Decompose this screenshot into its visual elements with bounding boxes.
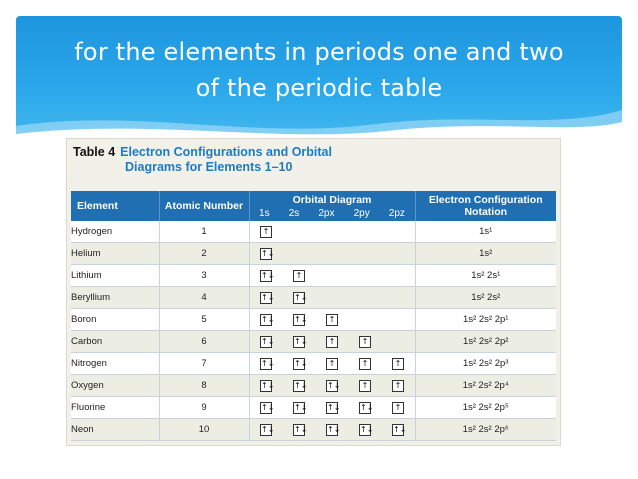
element-name-cell: Carbon	[71, 331, 159, 353]
orbital-slot	[324, 424, 340, 436]
orbital-box: ↑	[359, 380, 371, 392]
table-row	[71, 265, 556, 287]
table-row	[71, 397, 556, 419]
header-config-line-1: Electron Configuration	[428, 194, 543, 206]
table-caption-line-1: Electron Configurations and Orbital	[120, 145, 332, 159]
orbital-slot	[291, 292, 307, 304]
orbital-box-row	[250, 309, 415, 330]
orbital-label: 1s	[259, 207, 270, 219]
orbital-label: 2px	[318, 207, 335, 219]
orbital-slot	[258, 424, 274, 436]
orbital-box: ↑↓	[261, 336, 275, 346]
orbital-box: ↑↓	[294, 380, 308, 390]
table-caption	[73, 145, 473, 175]
orbital-label: 2py	[353, 207, 370, 219]
orbital-diagram-cell	[249, 331, 415, 353]
atomic-number-cell: 10	[159, 419, 249, 441]
orbital-slot	[291, 380, 307, 392]
orbital-slot	[258, 248, 274, 260]
atomic-number-cell: 9	[159, 397, 249, 419]
table-number: Table 4	[73, 145, 116, 159]
orbital-box: ↑↓	[261, 248, 275, 258]
header-element: Element	[71, 191, 159, 221]
orbital-box: ↑↓	[327, 380, 341, 390]
orbital-box: ↑↓	[261, 292, 275, 302]
orbital-box: ↑↓	[261, 380, 275, 390]
orbital-slot	[258, 336, 274, 348]
table-row	[71, 309, 556, 331]
orbital-box: ↑↓	[261, 402, 275, 412]
orbital-slot	[258, 380, 274, 392]
orbital-diagram-cell	[249, 221, 415, 243]
orbital-slot	[324, 402, 340, 414]
orbital-slot	[324, 358, 340, 370]
orbital-diagram-cell	[249, 287, 415, 309]
orbital-box-row	[250, 375, 415, 396]
orbital-box: ↑	[260, 226, 272, 238]
atomic-number-cell: 8	[159, 375, 249, 397]
atomic-number-cell: 2	[159, 243, 249, 265]
orbital-slot	[258, 292, 274, 304]
orbital-slot	[291, 358, 307, 370]
orbital-slot	[390, 402, 406, 414]
header-electron-configuration	[415, 191, 556, 221]
orbital-slot	[324, 314, 340, 326]
orbital-diagram-cell	[249, 309, 415, 331]
orbital-diagram-cell	[249, 375, 415, 397]
orbital-label: 2pz	[388, 207, 405, 219]
orbital-box: ↑	[326, 314, 338, 326]
orbital-box-row	[250, 287, 415, 308]
slide-header	[16, 16, 622, 140]
orbital-box-row	[250, 243, 415, 264]
slide-title	[16, 34, 622, 106]
orbital-slot	[357, 424, 373, 436]
orbital-diagram-cell	[249, 353, 415, 375]
element-name-cell: Hydrogen	[71, 221, 159, 243]
element-name-cell: Fluorine	[71, 397, 159, 419]
configuration-notation-cell: 1s² 2s² 2p²	[415, 331, 556, 353]
atomic-number-cell: 4	[159, 287, 249, 309]
orbital-box: ↑↓	[360, 402, 374, 412]
table-row	[71, 221, 556, 243]
element-name-cell: Lithium	[71, 265, 159, 287]
orbital-slot	[357, 336, 373, 348]
orbital-slot	[291, 314, 307, 326]
atomic-number-cell: 1	[159, 221, 249, 243]
table-row	[71, 331, 556, 353]
orbital-slot	[258, 226, 274, 238]
orbital-slot	[357, 402, 373, 414]
configuration-notation-cell: 1s² 2s² 2p⁵	[415, 397, 556, 419]
orbital-box: ↑	[326, 336, 338, 348]
header-orbital-diagram-title: Orbital Diagram	[292, 193, 372, 206]
orbital-slot	[357, 380, 373, 392]
header-config-line-2: Notation	[464, 206, 508, 218]
atomic-number-cell: 7	[159, 353, 249, 375]
orbital-slot	[390, 380, 406, 392]
element-name-cell: Beryllium	[71, 287, 159, 309]
orbital-diagram-cell	[249, 419, 415, 441]
orbital-slot	[291, 270, 307, 282]
configuration-notation-cell: 1s¹	[415, 221, 556, 243]
atomic-number-cell: 5	[159, 309, 249, 331]
atomic-number-cell: 6	[159, 331, 249, 353]
orbital-diagram-cell	[249, 265, 415, 287]
orbital-box: ↑↓	[261, 270, 275, 280]
element-name-cell: Neon	[71, 419, 159, 441]
table-row	[71, 375, 556, 397]
table-row	[71, 353, 556, 375]
orbital-box: ↑	[359, 358, 371, 370]
orbital-box: ↑	[392, 402, 404, 414]
orbital-slot	[324, 380, 340, 392]
atomic-number-cell: 3	[159, 265, 249, 287]
slide-title-line-2: of the periodic table	[195, 74, 443, 102]
orbital-slot	[291, 402, 307, 414]
element-name-cell: Oxygen	[71, 375, 159, 397]
orbital-box: ↑↓	[261, 358, 275, 368]
orbital-slot	[258, 314, 274, 326]
configuration-notation-cell: 1s² 2s²	[415, 287, 556, 309]
orbital-box-row	[250, 397, 415, 418]
orbital-box-row	[250, 221, 415, 242]
configuration-notation-cell: 1s²	[415, 243, 556, 265]
table-caption-line-2: Diagrams for Elements 1–10	[125, 160, 293, 174]
orbital-box: ↑↓	[261, 314, 275, 324]
element-name-cell: Nitrogen	[71, 353, 159, 375]
configuration-notation-cell: 1s² 2s² 2p⁴	[415, 375, 556, 397]
configuration-notation-cell: 1s² 2s² 2p¹	[415, 309, 556, 331]
orbital-box: ↑↓	[294, 402, 308, 412]
orbital-slot	[258, 358, 274, 370]
orbital-box: ↑↓	[294, 424, 308, 434]
orbital-box: ↑↓	[261, 424, 275, 434]
orbital-box-row	[250, 331, 415, 352]
orbital-box: ↑↓	[393, 424, 407, 434]
slide-title-line-1: for the elements in periods one and two	[74, 38, 564, 66]
configuration-notation-cell: 1s² 2s¹	[415, 265, 556, 287]
orbital-box-row	[250, 419, 415, 440]
orbital-box: ↑↓	[294, 314, 308, 324]
orbital-box-row	[250, 265, 415, 286]
orbital-box: ↑	[326, 358, 338, 370]
orbital-labels	[250, 208, 415, 219]
element-name-cell: Helium	[71, 243, 159, 265]
table-header-row	[71, 191, 556, 221]
header-atomic-number: Atomic Number	[159, 191, 249, 221]
orbital-slot	[291, 424, 307, 436]
orbital-box: ↑↓	[360, 424, 374, 434]
orbital-slot	[291, 336, 307, 348]
table-figure	[66, 138, 561, 446]
orbital-box: ↑↓	[327, 402, 341, 412]
orbital-slot	[258, 402, 274, 414]
orbital-slot	[258, 270, 274, 282]
orbital-box: ↑	[359, 336, 371, 348]
orbital-box: ↑↓	[294, 358, 308, 368]
table-row	[71, 243, 556, 265]
orbital-box: ↑	[392, 358, 404, 370]
header-wave-decoration	[16, 100, 622, 140]
orbital-box: ↑	[293, 270, 305, 282]
orbital-diagram-cell	[249, 397, 415, 419]
orbital-box: ↑↓	[327, 424, 341, 434]
table-body	[71, 221, 556, 441]
orbital-slot	[357, 358, 373, 370]
orbital-box: ↑	[392, 380, 404, 392]
orbital-label: 2s	[288, 207, 300, 219]
header-orbital-diagram	[249, 191, 415, 221]
table-row	[71, 419, 556, 441]
table-row	[71, 287, 556, 309]
orbital-box: ↑↓	[294, 292, 308, 302]
orbital-box-row	[250, 353, 415, 374]
configuration-notation-cell: 1s² 2s² 2p³	[415, 353, 556, 375]
orbital-box: ↑↓	[294, 336, 308, 346]
orbital-slot	[390, 424, 406, 436]
configuration-notation-cell: 1s² 2s² 2p⁶	[415, 419, 556, 441]
orbital-slot	[390, 358, 406, 370]
electron-configuration-table	[71, 191, 556, 441]
orbital-diagram-cell	[249, 243, 415, 265]
element-name-cell: Boron	[71, 309, 159, 331]
orbital-slot	[324, 336, 340, 348]
